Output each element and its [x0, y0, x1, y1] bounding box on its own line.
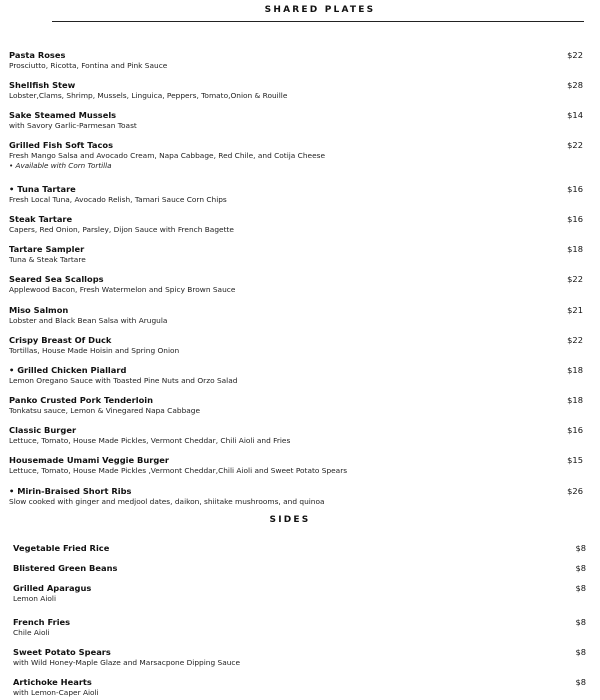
side-item-description: with Lemon-Caper Aioli [13, 688, 99, 697]
menu-item-name: Pasta Roses [9, 50, 66, 60]
menu-item-description: Fresh Mango Salsa and Avocado Cream, Napa Cabbage, Red Chile, and Cotija Cheese [9, 151, 326, 160]
side-item-description: Chile Aioli [13, 628, 50, 637]
menu-item-price: $15 [567, 455, 583, 465]
menu-item-note: • Available with Corn Tortilla [9, 161, 112, 170]
menu-item-description: Lemon Oregano Sauce with Toasted Pine Nuts and Orzo Salad [9, 376, 238, 385]
menu-item-description: with Savory Garlic-Parmesan Toast [9, 121, 137, 130]
side-item-price: $8 [575, 647, 586, 657]
side-item-name: Grilled Aparagus [13, 583, 92, 593]
menu-item-name: Shellfish Stew [9, 80, 76, 90]
menu-item-price: $26 [567, 486, 583, 496]
side-item-name: French Fries [13, 617, 71, 627]
menu-item-price: $22 [567, 335, 583, 345]
menu-item-name: Miso Salmon [9, 305, 69, 315]
menu-item-name: Grilled Fish Soft Tacos [9, 140, 114, 150]
side-item-name: Artichoke Hearts [13, 677, 92, 687]
side-item-price: $8 [575, 617, 586, 627]
menu-item-description: Slow cooked with ginger and medjool dates, daikon, shiitake mushrooms, and quinoa [9, 497, 325, 506]
sides-title: SIDES [269, 515, 311, 525]
menu-item-description: Lobster and Black Bean Salsa with Arugula [9, 316, 168, 325]
menu-item-price: $22 [567, 274, 583, 284]
menu-item-price: $18 [567, 244, 583, 254]
menu-item-price: $21 [567, 305, 583, 315]
menu-item-description: Applewood Bacon, Fresh Watermelon and Spicy Brown Sauce [9, 285, 236, 294]
menu-item-description: Lobster,Clams, Shrimp, Mussels, Linguica, Peppers, Tomato,Onion & Rouille [9, 91, 288, 100]
shared-plates-title: SHARED PLATES [264, 5, 376, 15]
side-item-price: $8 [575, 677, 586, 687]
menu-item-name: Housemade Umami Veggie Burger [9, 455, 169, 465]
menu-item-name: • Mirin-Braised Short Ribs [9, 486, 132, 496]
menu-item-description: Tortillas, House Made Hoisin and Spring Onion [9, 346, 180, 355]
side-item-name: Vegetable Fried Rice [13, 543, 110, 553]
menu-item-description: Lettuce, Tomato, House Made Pickles, Vermont Cheddar, Chili Aioli and Fries [9, 436, 291, 445]
side-item-name: Blistered Green Beans [13, 563, 118, 573]
side-item-description: with Wild Honey-Maple Glaze and Marsacpone Dipping Sauce [13, 658, 241, 667]
menu-item-name: • Grilled Chicken Piallard [9, 365, 127, 375]
menu-item-price: $18 [567, 365, 583, 375]
section-divider [52, 21, 584, 22]
menu-item-price: $16 [567, 184, 583, 194]
menu-item-description: Prosciutto, Ricotta, Fontina and Pink Sauce [9, 61, 168, 70]
side-item-price: $8 [575, 543, 586, 553]
menu-item-price: $14 [567, 110, 583, 120]
menu-item-price: $22 [567, 140, 583, 150]
menu-item-name: Sake Steamed Mussels [9, 110, 117, 120]
menu-item-price: $22 [567, 50, 583, 60]
menu-item-price: $28 [567, 80, 583, 90]
menu-item-description: Tuna & Steak Tartare [9, 255, 86, 264]
menu-item-name: Crispy Breast Of Duck [9, 335, 112, 345]
menu-item-description: Lettuce, Tomato, House Made Pickles ,Vermont Cheddar,Chili Aioli and Sweet Potato Spears [9, 466, 348, 475]
menu-item-description: Fresh Local Tuna, Avocado Relish, Tamari Sauce Corn Chips [9, 195, 227, 204]
side-item-price: $8 [575, 583, 586, 593]
menu-item-description: Tonkatsu sauce, Lemon & Vinegared Napa Cabbage [9, 406, 201, 415]
menu-item-name: Panko Crusted Pork Tenderloin [9, 395, 154, 405]
menu-item-price: $16 [567, 425, 583, 435]
side-item-name: Sweet Potato Spears [13, 647, 111, 657]
menu-item-name: Tartare Sampler [9, 244, 85, 254]
menu-item-name: Steak Tartare [9, 214, 73, 224]
side-item-price: $8 [575, 563, 586, 573]
menu-item-price: $18 [567, 395, 583, 405]
menu-item-name: • Tuna Tartare [9, 184, 76, 194]
menu-item-name: Classic Burger [9, 425, 77, 435]
menu-item-description: Capers, Red Onion, Parsley, Dijon Sauce with French Bagette [9, 225, 234, 234]
side-item-description: Lemon Aioli [13, 594, 57, 603]
menu-item-name: Seared Sea Scallops [9, 274, 104, 284]
menu-item-price: $16 [567, 214, 583, 224]
